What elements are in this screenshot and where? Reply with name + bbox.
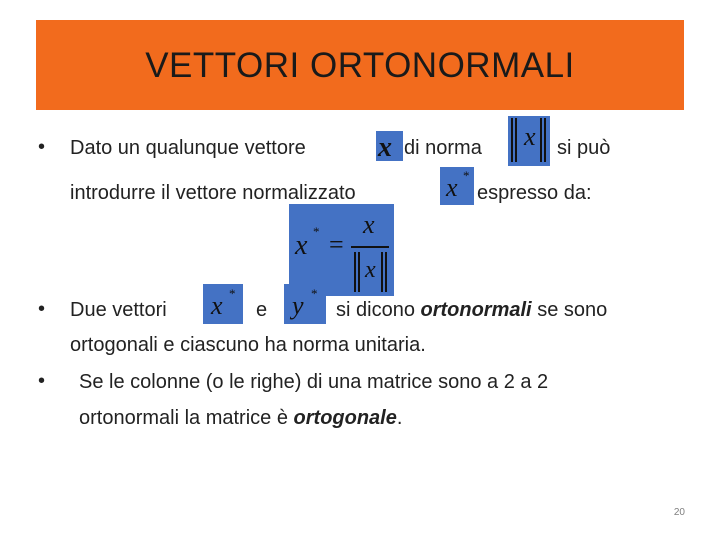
denom-bar-left [354,252,356,292]
formula-lhs-x: x [295,230,308,261]
math-x-star-2 [203,284,243,324]
bullet2-text-c [336,298,607,322]
norm-bar-right-2 [544,118,546,162]
norm-x-symbol: x [524,122,536,151]
math-x-star [440,167,474,205]
bullet2-line2: ortogonali e ciascuno ha norma unitaria. [70,334,426,356]
bullet2-text-c-plain: si dicono [336,299,415,321]
bullet3-line2-plain: ortonormali la matrice è [79,407,288,429]
formula-denominator: x [365,257,376,283]
formula-lhs-star: * [313,224,320,239]
formula-numerator: x [363,210,375,239]
bullet3-line2 [79,406,402,430]
math-norm-x [508,116,550,166]
denom-bar-right [381,252,383,292]
bullet2-emphasis: ortonormali [420,299,532,321]
y-star-asterisk: * [311,286,318,301]
bullet1-text-b: di norma [404,137,482,159]
bullet1-text-a: Dato un qualunque vettore [70,137,306,159]
math-vector-x [376,131,403,161]
x-star-2-symbol: x [211,291,223,320]
x-star-asterisk: * [463,168,470,183]
bullet2-text-b: e [256,299,268,321]
bullet3-line1: Se le colonne (o le righe) di una matrice sono a 2 a 2 [79,371,549,393]
x-star-2-asterisk: * [229,286,236,301]
slide-title: VETTORI ORTONORMALI [145,46,575,85]
norm-bar-left [511,118,513,162]
math-y-star [284,284,326,324]
math-x-symbol: x [378,132,392,163]
bullet1-text-line2b: espresso da: [477,182,592,204]
bullet2-text-a: Due vettori [70,299,167,321]
bullet-marker-3: • [38,370,46,392]
fraction-line [351,246,389,248]
bullet3-emphasis: ortogonale [293,407,397,429]
y-star-symbol: y [292,291,304,320]
denom-bar-right-2 [385,252,387,292]
bullet-marker-2: • [38,298,46,320]
bullet1-text-line2a: introdurre il vettore normalizzato [70,182,356,204]
denom-bar-left-2 [358,252,360,292]
title-bar [36,20,684,110]
x-star-symbol: x [446,173,458,202]
norm-bar-right [540,118,542,162]
page-number: 20 [673,507,685,518]
bullet3-period: . [396,407,403,429]
norm-bar-left-2 [515,118,517,162]
bullet1-text-c: si può [557,137,611,159]
formula-equals: = [329,230,344,259]
bullet-marker-1: • [38,136,46,158]
formula-box [289,204,394,296]
bullet2-text-d: se sono [537,299,608,321]
